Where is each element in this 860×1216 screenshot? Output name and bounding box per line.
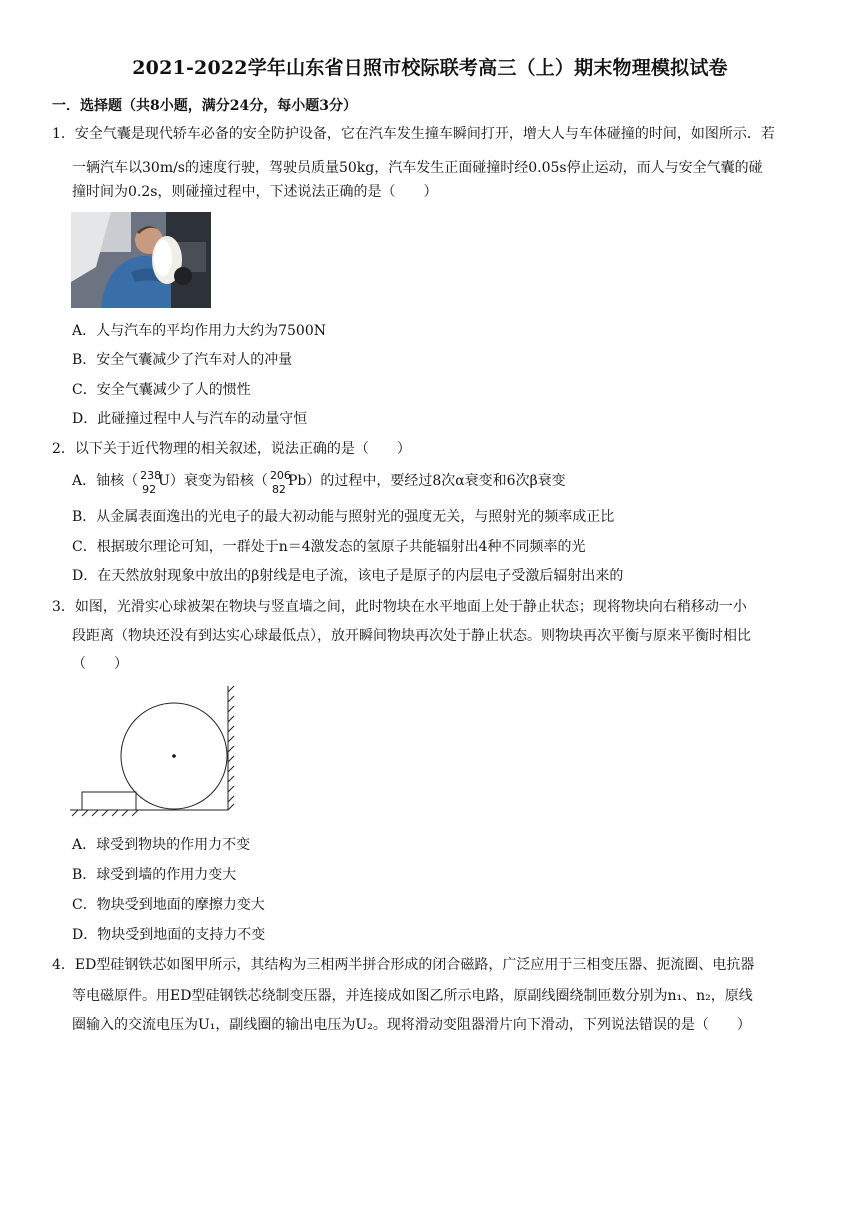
question-2-option-c: C．根据玻尔理论可知，一群处于n＝4激发态的氢原子共能辐射出4种不同频率的光 [72, 539, 586, 555]
question-4-line-2: 等电磁原件。用ED型硅钢铁芯绕制变压器，并连接成如图乙所示电路，原副线圈绕制匝数分别为n₁、n₂，原线 [72, 988, 753, 1004]
question-3-option-b: B．球受到墙的作用力变大 [72, 867, 237, 883]
question-1-option-d: D．此碰撞过程中人与汽车的动量守恒 [72, 411, 308, 427]
uranium-atomic-number: 92 [142, 483, 157, 496]
question-3-line-2: 段距离（物块还没有到达实心球最低点），放开瞬间物块再次处于静止状态。则物块再次平衡与原来平衡时相比 [72, 628, 751, 644]
lead-nuclide [268, 469, 291, 496]
uranium-symbol-text: U）衰变为铅核（ [158, 473, 268, 489]
wall-hatching [228, 686, 234, 810]
question-3-option-d: D．物块受到地面的支持力不变 [72, 927, 266, 943]
question-1-option-a: A．人与汽车的平均作用力大约为7500N [72, 323, 326, 339]
question-1-option-b: B．安全气囊减少了汽车对人的冲量 [72, 352, 293, 368]
lead-mass-number: 206 [269, 469, 291, 482]
question-4-line-1: 4．ED型硅钢铁芯如图甲所示，其结构为三相两半拼合形成的闭合磁路，广泛应用于三相变压器、扼流圈、电抗器 [52, 957, 755, 973]
question-2-stem: 2．以下关于近代物理的相关叙述，说法正确的是（ ） [52, 441, 411, 457]
option-a-prefix: A．铀核（ [72, 473, 139, 489]
question-1-option-c: C．安全气囊减少了人的惯性 [72, 382, 251, 398]
section-heading: 一．选择题（共8小题，满分24分，每小题3分） [52, 98, 357, 114]
question-3-option-c: C．物块受到地面的摩擦力变大 [72, 897, 265, 913]
question-1-line-2: 一辆汽车以30m/s的速度行驶，驾驶员质量50kg，汽车发生正面碰撞时经0.05s停止运动，而人与安全气囊的碰 [72, 160, 763, 176]
airbag-photo [71, 212, 211, 308]
question-2-option-a [72, 469, 566, 496]
uranium-nuclide [138, 469, 162, 496]
question-2-option-b: B．从金属表面逸出的光电子的最大初动能与照射光的强度无关，与照射光的频率成正比 [72, 509, 615, 525]
ground-hatching [72, 810, 138, 816]
ball-block-wall-diagram [68, 682, 238, 818]
uranium-mass-number: 238 [140, 469, 162, 482]
question-3-line-1: 3．如图，光滑实心球被架在物块与竖直墙之间，此时物块在水平地面上处于静止状态；现将物块向右稍移动一小 [52, 599, 747, 615]
page-title: 2021-2022学年山东省日照市校际联考高三（上）期末物理模拟试卷 [132, 57, 728, 79]
lead-symbol-text: Pb）的过程中，要经过8次α衰变和6次β衰变 [287, 473, 566, 489]
question-2-option-d: D．在天然放射现象中放出的β射线是电子流，该电子是原子的内层电子受激后辐射出来的 [72, 568, 624, 584]
question-1-line-3: 撞时间为0.2s，则碰撞过程中，下述说法正确的是（ ） [72, 184, 438, 200]
question-3-option-a: A．球受到物块的作用力不变 [72, 837, 251, 853]
lead-atomic-number: 82 [271, 483, 286, 496]
question-1-line-1: 1．安全气囊是现代轿车必备的安全防护设备，它在汽车发生撞车瞬间打开，增大人与车体碰撞的时间，如图所示．若 [52, 126, 775, 142]
question-4-line-3: 圈输入的交流电压为U₁，副线圈的输出电压为U₂。现将滑动变阻器滑片向下滑动，下列说法错误的是（ ） [72, 1017, 751, 1033]
question-3-line-3: （ ） [72, 656, 128, 672]
